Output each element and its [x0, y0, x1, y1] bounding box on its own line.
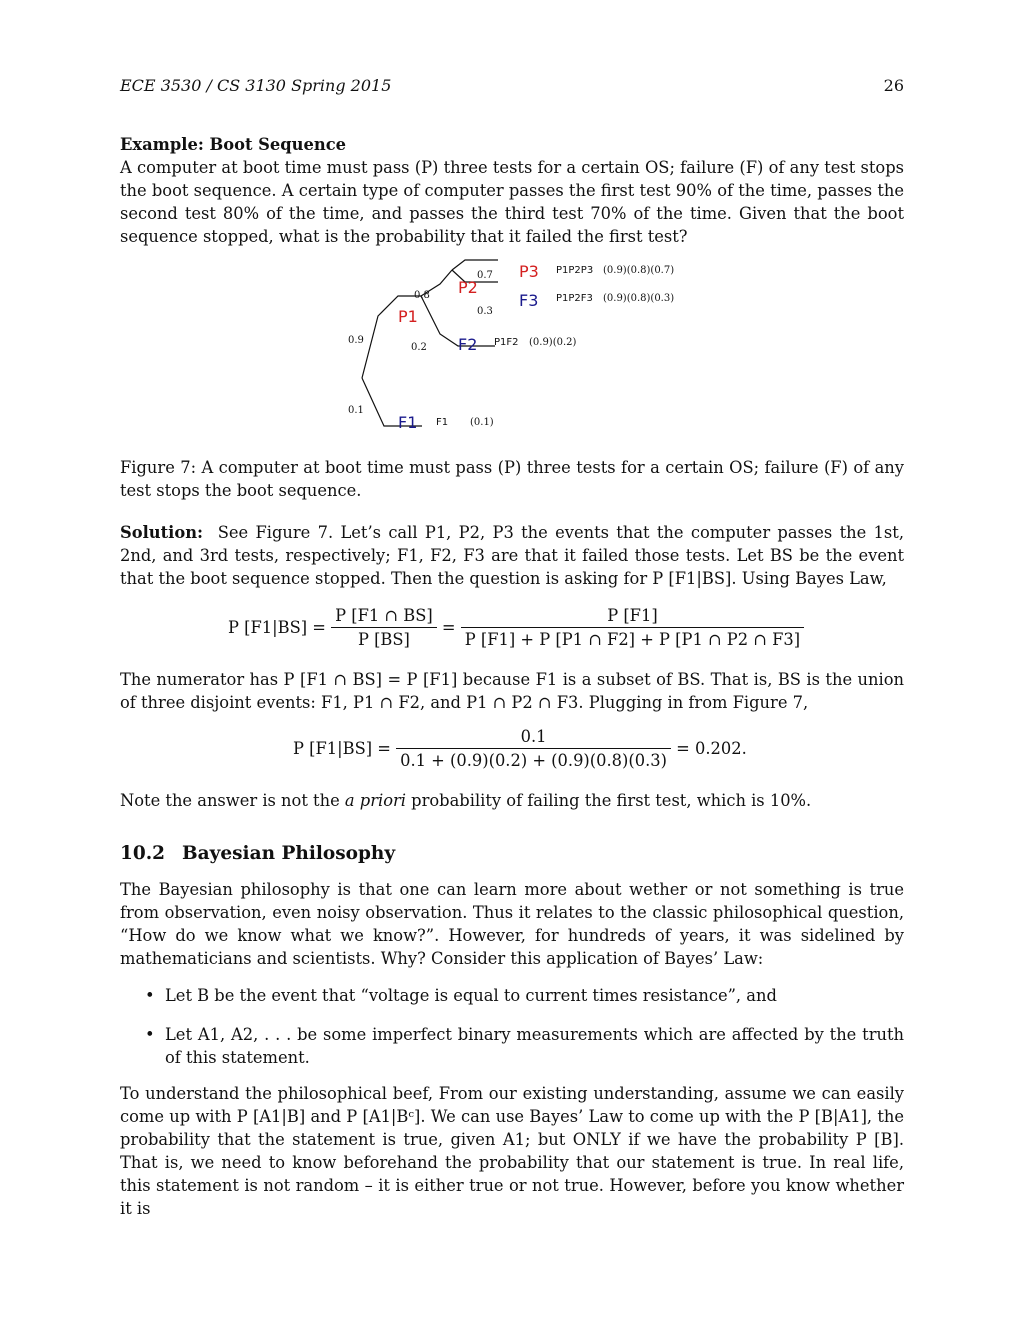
section-number: 10.2 [120, 843, 166, 864]
solution-paragraph-1 [120, 521, 904, 590]
prob-f2: 0.2 [411, 342, 427, 353]
tree-labels [120, 0, 904, 440]
solution-paragraph-2: The numerator has P [F1 ∩ BS] = P [F1] because F1 is a subset of BS. That is, BS is the union of three disjoint events: F1, P1 ∩ F2, and P1 ∩ P2 ∩ F3. Plugging in from Figure 7, [120, 670, 904, 712]
example-title: Example: Boot Sequence [120, 135, 346, 154]
example-text: A computer at boot time must pass (P) three tests for a certain OS; failure (F) of any test stops the boot sequence. A certain type of computer passes the first test 90% of the time, passes the second test 80% of the time, and passes the third test 70% of the time. Given that the boot sequence stopped, what is the probability that it failed the first test? [120, 158, 904, 246]
eq1-den2: P [F1] + P [P1 ∩ F2] + P [P1 ∩ P2 ∩ F3] [464, 630, 801, 649]
node-p2-label: P2 [458, 278, 478, 297]
outcome-p1p2p3-prob: (0.9)(0.8)(0.7) [603, 265, 675, 276]
section-paragraph-1: The Bayesian philosophy is that one can learn more about wether or not something is true from observation, even noisy observation. Thus it relates to the classic philosophical question, “How do we know what we know?”. However, for hundreds of years, it was sidelined by mathematicians and scientists. Why? Consider this application of Bayes’ Law: [120, 880, 904, 968]
bayes-equation-2 [293, 727, 747, 770]
eq1-equals: = [441, 618, 456, 637]
bullet-list [120, 984, 904, 1069]
outcome-f1-label: F1 [436, 417, 449, 428]
eq2-den: 0.1 + (0.9)(0.2) + (0.9)(0.8)(0.3) [400, 751, 667, 770]
course-title: ECE 3530 / CS 3130 Spring 2015 [120, 76, 392, 95]
figure-caption: Figure 7: A computer at boot time must pass (P) three tests for a certain OS; failure (F) of any test stops the boot sequence. [120, 458, 904, 500]
eq2-num: 0.1 [396, 727, 671, 749]
bullet-item: • Let B be the event that “voltage is equal to current times resistance”, and [120, 984, 904, 1007]
prob-f3: 0.3 [477, 306, 493, 317]
outcome-p1f2-prob: (0.9)(0.2) [529, 337, 577, 348]
prob-p2: 0.8 [414, 290, 430, 301]
node-p3-label: P3 [519, 262, 539, 281]
prob-f1: 0.1 [348, 405, 364, 416]
node-p1-label: P1 [398, 307, 418, 326]
eq1-num1: P [F1 ∩ BS] [331, 606, 437, 628]
node-f3-label: F3 [519, 291, 539, 310]
eq1-num2: P [F1] [461, 606, 804, 628]
eq2-lhs: P [F1|BS] = [293, 739, 391, 758]
prob-p3: 0.7 [477, 270, 493, 281]
outcome-p1p2p3-label: P1P2P3 [556, 265, 594, 276]
note-prefix: Note the answer is not the [120, 791, 345, 810]
bullet-item: • Let A1, A2, . . . be some imperfect binary measurements which are affected by the truth of this statement. [120, 1023, 904, 1069]
eq1-den1: P [BS] [357, 630, 410, 649]
prob-p1: 0.9 [348, 335, 364, 346]
eq1-fraction-1 [331, 606, 437, 649]
solution-note [120, 789, 904, 812]
note-emphasis: a priori [344, 791, 406, 810]
outcome-p1p2f3-prob: (0.9)(0.8)(0.3) [603, 293, 675, 304]
bayes-equation-1 [228, 606, 804, 649]
section-heading [120, 843, 904, 864]
outcome-p1f2-label: P1F2 [494, 337, 519, 348]
node-f2-label: F2 [458, 335, 478, 354]
section-paragraph-2: To understand the philosophical beef, From our existing understanding, assume we can easily come up with P [A1|B] and P [A1|Bᶜ]. We can use Bayes’ Law to come up with the P [B|A1], the probability that the statement is true, given A1; but ONLY if we have the probability P [B]. That is, we need to know beforehand the probability that our statement is true. In real life, this statement is not random – it is either true or not true. However, before you know whether it is [120, 1084, 904, 1218]
outcome-p1p2f3-label: P1P2F3 [556, 293, 593, 304]
eq2-fraction [396, 727, 671, 770]
solution-block [120, 521, 904, 590]
note-suffix: probability of failing the first test, which is 10%. [406, 791, 812, 810]
solution-text-1: See Figure 7. Let’s call P1, P2, P3 the events that the computer passes the 1st, 2nd, and 3rd tests, respectively; F1, F2, F3 are that it failed those tests. Let BS be the event that the boot sequence stopped. Then the question is asking for P [F1|BS]. Using Bayes Law, [120, 523, 904, 588]
section-title: Bayesian Philosophy [182, 843, 396, 864]
outcome-f1-prob: (0.1) [470, 417, 494, 428]
page-number: 26 [883, 76, 904, 95]
eq1-fraction-2 [461, 606, 804, 649]
eq2-rhs: = 0.202. [676, 739, 747, 758]
eq1-lhs: P [F1|BS] = [228, 618, 326, 637]
solution-label: Solution: [120, 523, 204, 542]
node-f1-label: F1 [398, 413, 418, 432]
